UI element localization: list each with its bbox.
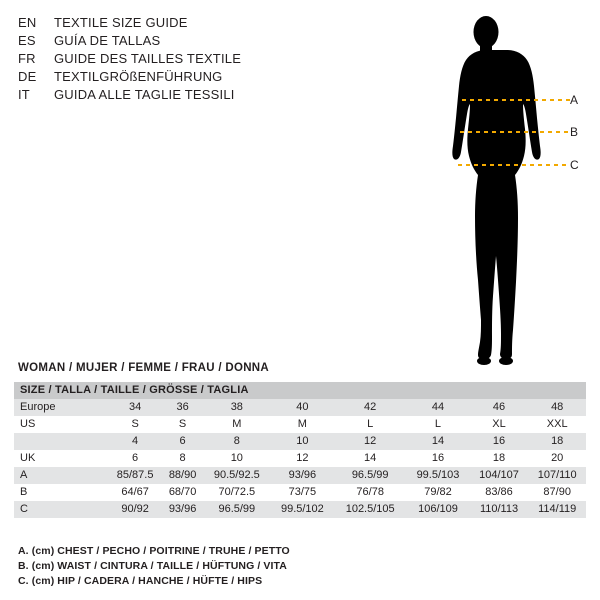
cell: 68/70 (162, 484, 203, 501)
cell: 70/72.5 (203, 484, 271, 501)
cell: 102.5/105 (334, 501, 406, 518)
cell: 64/67 (108, 484, 162, 501)
cell: S (162, 416, 203, 433)
table-row (14, 467, 586, 484)
legend-line-chest: A. (cm) CHEST / PECHO / POITRINE / TRUHE / PETTO (18, 545, 290, 557)
table-row (14, 433, 586, 450)
cell: 90/92 (108, 501, 162, 518)
cell: 20 (528, 450, 586, 467)
cell: 104/107 (470, 467, 529, 484)
table-group-header-row (14, 382, 586, 399)
cell: 96.5/99 (203, 501, 271, 518)
cell: 110/113 (470, 501, 529, 518)
size-table (14, 382, 586, 518)
cell: 106/109 (406, 501, 469, 518)
marker-label-c: C (570, 158, 579, 172)
female-silhouette-figure (430, 10, 590, 370)
row-label: C (14, 501, 108, 518)
language-code: IT (18, 87, 30, 102)
cell: 76/78 (334, 484, 406, 501)
language-code: FR (18, 51, 36, 66)
language-text: GUIDA ALLE TAGLIE TESSILI (54, 87, 235, 102)
cell: 14 (406, 433, 469, 450)
legend-line-hip: C. (cm) HIP / CADERA / HANCHE / HÜFTE / HIPS (18, 575, 263, 587)
table-row (14, 416, 586, 433)
language-row (18, 50, 348, 68)
cell: XXL (528, 416, 586, 433)
cell: 107/110 (528, 467, 586, 484)
cell: 10 (203, 450, 271, 467)
cell: 6 (162, 433, 203, 450)
row-label (14, 433, 108, 450)
cell: 85/87.5 (108, 467, 162, 484)
language-text: TEXTILGRÖßENFÜHRUNG (54, 69, 223, 84)
row-label: US (14, 416, 108, 433)
cell: 8 (162, 450, 203, 467)
language-text: GUIDE DES TAILLES TEXTILE (54, 51, 242, 66)
cell: 114/119 (528, 501, 586, 518)
cell: 44 (406, 399, 469, 416)
cell: 93/96 (271, 467, 334, 484)
cell: 12 (334, 433, 406, 450)
cell: 46 (470, 399, 529, 416)
cell: 6 (108, 450, 162, 467)
silhouette-shape (452, 16, 540, 365)
cell: 36 (162, 399, 203, 416)
cell: 88/90 (162, 467, 203, 484)
cell: 93/96 (162, 501, 203, 518)
language-header-list (18, 14, 348, 104)
cell: 73/75 (271, 484, 334, 501)
cell: M (271, 416, 334, 433)
cell: 34 (108, 399, 162, 416)
cell: 16 (406, 450, 469, 467)
cell: 42 (334, 399, 406, 416)
section-title-woman: WOMAN / MUJER / FEMME / FRAU / DONNA (18, 362, 270, 374)
cell: 99.5/103 (406, 467, 469, 484)
cell: L (406, 416, 469, 433)
marker-label-a: A (570, 93, 579, 107)
cell: 4 (108, 433, 162, 450)
cell: 96.5/99 (334, 467, 406, 484)
row-label: B (14, 484, 108, 501)
cell: 79/82 (406, 484, 469, 501)
cell: M (203, 416, 271, 433)
cell: 99.5/102 (271, 501, 334, 518)
cell: 8 (203, 433, 271, 450)
cell: 48 (528, 399, 586, 416)
cell: 18 (528, 433, 586, 450)
cell: 14 (334, 450, 406, 467)
cell: 40 (271, 399, 334, 416)
language-code: DE (18, 69, 37, 84)
language-row (18, 32, 348, 50)
cell: 90.5/92.5 (203, 467, 271, 484)
marker-label-b: B (570, 125, 579, 139)
table-row (14, 501, 586, 518)
cell: 12 (271, 450, 334, 467)
language-row (18, 86, 348, 104)
row-label: A (14, 467, 108, 484)
measurement-legend (18, 544, 290, 589)
cell: S (108, 416, 162, 433)
cell: 16 (470, 433, 529, 450)
row-label: UK (14, 450, 108, 467)
language-text: TEXTILE SIZE GUIDE (54, 15, 188, 30)
legend-line-waist: B. (cm) WAIST / CINTURA / TAILLE / HÜFTUNG / VITA (18, 560, 287, 572)
table-group-header: SIZE / TALLA / TAILLE / GRÖSSE / TAGLIA (14, 382, 586, 399)
cell: L (334, 416, 406, 433)
table-row (14, 484, 586, 501)
language-text: GUÍA DE TALLAS (54, 33, 161, 48)
language-row (18, 68, 348, 86)
cell: 18 (470, 450, 529, 467)
language-code: ES (18, 33, 36, 48)
language-row (18, 14, 348, 32)
table-row (14, 399, 586, 416)
cell: 87/90 (528, 484, 586, 501)
cell: 38 (203, 399, 271, 416)
cell: 83/86 (470, 484, 529, 501)
cell: XL (470, 416, 529, 433)
language-code: EN (18, 15, 37, 30)
table-row (14, 450, 586, 467)
row-label: Europe (14, 399, 108, 416)
cell: 10 (271, 433, 334, 450)
